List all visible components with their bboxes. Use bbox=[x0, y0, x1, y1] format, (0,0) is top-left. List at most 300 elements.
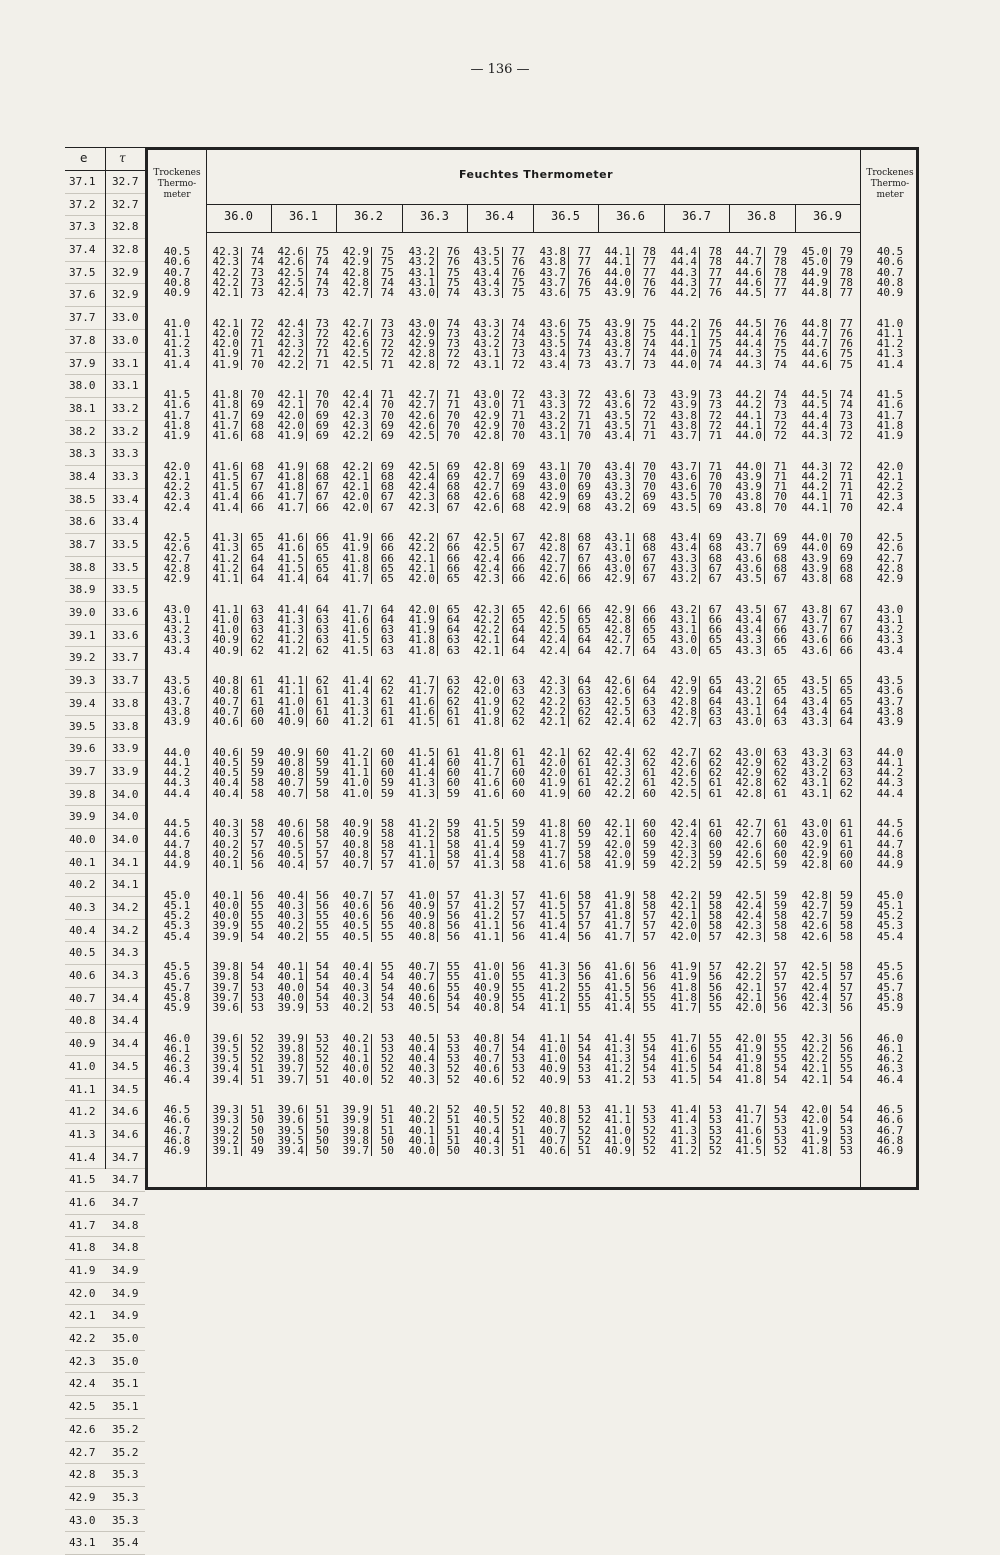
wet-cell bbox=[209, 1146, 269, 1156]
relative-humidity: 54 bbox=[380, 980, 394, 994]
wet-cell bbox=[209, 786, 269, 800]
side-tau-value: 33.3 bbox=[112, 447, 139, 461]
dew-temperature: 43.5 bbox=[667, 492, 700, 502]
wet-cell-group bbox=[274, 316, 334, 371]
relative-humidity: 74 bbox=[708, 357, 722, 371]
dew-temperature: 40.1 bbox=[405, 1126, 438, 1136]
dew-temperature: 40.6 bbox=[274, 829, 307, 839]
dew-temperature: 43.7 bbox=[667, 431, 700, 441]
dew-temperature: 41.1 bbox=[274, 676, 307, 686]
dew-temperature: 41.5 bbox=[274, 564, 307, 574]
dew-temperature: 42.3 bbox=[470, 574, 503, 584]
wet-cell-group bbox=[209, 962, 269, 1013]
dew-temperature: 42.2 bbox=[798, 1054, 831, 1064]
relative-humidity: 78 bbox=[839, 265, 853, 279]
wet-cell-group bbox=[339, 1031, 399, 1086]
relative-humidity: 59 bbox=[642, 847, 656, 861]
relative-humidity: 67 bbox=[642, 551, 656, 565]
dew-temperature: 41.8 bbox=[732, 1064, 765, 1074]
dew-temperature: 40.6 bbox=[405, 983, 438, 993]
side-e-value: 42.0 bbox=[69, 1286, 96, 1300]
relative-humidity: 56 bbox=[250, 847, 264, 861]
dew-temperature: 42.0 bbox=[339, 492, 372, 502]
dew-temperature: 41.6 bbox=[209, 431, 242, 441]
wet-cell-group bbox=[798, 602, 858, 657]
dew-temperature: 44.0 bbox=[732, 431, 765, 441]
dew-temperature: 42.8 bbox=[470, 431, 503, 441]
relative-humidity: 70 bbox=[446, 418, 460, 432]
wet-cell bbox=[470, 1146, 530, 1156]
side-tau-value: 33.4 bbox=[112, 492, 139, 506]
relative-humidity: 52 bbox=[446, 1072, 460, 1086]
relative-humidity: 62 bbox=[577, 715, 591, 729]
wet-cell bbox=[798, 786, 858, 800]
relative-humidity: 77 bbox=[773, 286, 787, 300]
side-tau-value: 34.3 bbox=[112, 946, 139, 960]
relative-humidity: 68 bbox=[708, 551, 722, 565]
dew-temperature: 42.9 bbox=[601, 605, 634, 615]
relative-humidity: 62 bbox=[250, 643, 264, 657]
relative-humidity: 60 bbox=[250, 704, 264, 718]
wet-cell-group bbox=[536, 390, 596, 441]
dew-temperature: 42.4 bbox=[405, 482, 438, 492]
dew-temperature: 43.1 bbox=[667, 615, 700, 625]
relative-humidity: 62 bbox=[839, 776, 853, 790]
wet-cell-group bbox=[274, 888, 334, 943]
relative-humidity: 70 bbox=[250, 388, 264, 401]
dew-temperature: 40.2 bbox=[274, 932, 307, 942]
dew-temperature: 41.1 bbox=[470, 932, 503, 942]
dew-temperature: 41.7 bbox=[601, 932, 634, 942]
wet-cell bbox=[209, 717, 269, 727]
wet-cell bbox=[339, 357, 399, 371]
dew-temperature: 42.3 bbox=[470, 605, 503, 615]
dew-temperature: 39.6 bbox=[209, 1003, 242, 1013]
dew-temperature: 40.9 bbox=[339, 829, 372, 839]
wet-cell-group bbox=[667, 745, 727, 800]
relative-humidity: 64 bbox=[839, 715, 853, 729]
dew-temperature: 43.0 bbox=[798, 829, 831, 839]
wet-cell bbox=[732, 357, 792, 371]
dew-temperature: 43.8 bbox=[798, 574, 831, 584]
relative-humidity: 56 bbox=[839, 1001, 853, 1015]
relative-humidity: 76 bbox=[577, 275, 591, 289]
relative-humidity: 57 bbox=[315, 837, 329, 851]
relative-humidity: 57 bbox=[511, 888, 525, 902]
dew-temperature: 42.3 bbox=[209, 247, 242, 257]
relative-humidity: 54 bbox=[708, 1072, 722, 1086]
relative-humidity: 55 bbox=[642, 1031, 656, 1045]
relative-humidity: 75 bbox=[511, 275, 525, 289]
relative-humidity: 62 bbox=[708, 755, 722, 769]
dry-values-left: 45.5 45.6 45.7 45.8 45.9 bbox=[163, 960, 191, 1015]
relative-humidity: 70 bbox=[839, 531, 853, 544]
side-e-value: 37.7 bbox=[69, 311, 96, 325]
relative-humidity: 73 bbox=[577, 357, 591, 371]
relative-humidity: 70 bbox=[511, 429, 525, 443]
relative-humidity: 70 bbox=[446, 408, 460, 422]
side-e-value: 39.3 bbox=[69, 674, 96, 688]
wet-cell-group bbox=[732, 888, 792, 943]
dew-temperature: 41.4 bbox=[536, 932, 569, 942]
dew-temperature: 41.5 bbox=[536, 901, 569, 911]
relative-humidity: 69 bbox=[642, 490, 656, 504]
dew-temperature: 42.0 bbox=[667, 921, 700, 931]
relative-humidity: 66 bbox=[511, 572, 525, 586]
relative-humidity: 57 bbox=[773, 980, 787, 994]
dew-temperature: 41.6 bbox=[405, 707, 438, 717]
relative-humidity: 69 bbox=[839, 551, 853, 565]
relative-humidity: 67 bbox=[315, 490, 329, 504]
relative-humidity: 68 bbox=[642, 541, 656, 555]
relative-humidity: 56 bbox=[250, 888, 264, 902]
relative-humidity: 62 bbox=[773, 776, 787, 790]
relative-humidity: 63 bbox=[315, 623, 329, 637]
dew-temperature: 43.2 bbox=[732, 676, 765, 686]
side-tau-value: 33.3 bbox=[112, 469, 139, 483]
side-e-value: 37.8 bbox=[69, 333, 96, 347]
dew-temperature: 43.1 bbox=[601, 543, 634, 553]
dew-temperature: 42.7 bbox=[667, 717, 700, 727]
relative-humidity: 72 bbox=[250, 326, 264, 340]
relative-humidity: 77 bbox=[642, 255, 656, 269]
wet-cell bbox=[601, 860, 661, 870]
dew-temperature: 42.6 bbox=[732, 850, 765, 860]
relative-humidity: 65 bbox=[380, 572, 394, 586]
side-tau-value: 32.7 bbox=[112, 197, 139, 211]
wet-cell-group bbox=[798, 247, 858, 298]
relative-humidity: 75 bbox=[642, 316, 656, 330]
relative-humidity: 73 bbox=[511, 347, 525, 361]
wet-cell-group bbox=[470, 390, 530, 441]
relative-humidity: 63 bbox=[839, 745, 853, 759]
relative-humidity: 60 bbox=[642, 786, 656, 800]
relative-humidity: 54 bbox=[642, 1041, 656, 1055]
dew-temperature: 42.1 bbox=[339, 472, 372, 482]
wet-cell bbox=[601, 1072, 661, 1086]
relative-humidity: 60 bbox=[839, 847, 853, 861]
relative-humidity: 53 bbox=[380, 1031, 394, 1045]
dew-temperature: 42.7 bbox=[536, 564, 569, 574]
wet-cell-group bbox=[798, 459, 858, 514]
dew-temperature: 41.0 bbox=[601, 1126, 634, 1136]
relative-humidity: 60 bbox=[773, 847, 787, 861]
relative-humidity: 62 bbox=[315, 674, 329, 687]
relative-humidity: 63 bbox=[250, 623, 264, 637]
relative-humidity: 58 bbox=[577, 888, 591, 902]
side-table-row bbox=[65, 1283, 145, 1306]
relative-humidity: 60 bbox=[315, 715, 329, 729]
dew-temperature: 40.1 bbox=[339, 1044, 372, 1054]
dew-temperature: 42.9 bbox=[667, 676, 700, 686]
relative-humidity: 75 bbox=[577, 316, 591, 330]
dew-temperature: 41.8 bbox=[798, 1146, 831, 1156]
dry-values-right: 46.0 46.1 46.2 46.3 46.4 bbox=[876, 1031, 904, 1086]
dry-values-right: 44.0 44.1 44.2 44.3 44.4 bbox=[876, 745, 904, 800]
wet-cell-group bbox=[601, 1031, 661, 1086]
relative-humidity: 75 bbox=[839, 357, 853, 371]
wet-cell-group bbox=[405, 819, 465, 870]
relative-humidity: 75 bbox=[839, 347, 853, 361]
dew-temperature: 40.3 bbox=[405, 1075, 438, 1085]
relative-humidity: 53 bbox=[708, 1113, 722, 1127]
side-e-value: 42.7 bbox=[69, 1445, 96, 1459]
wet-cell bbox=[209, 288, 269, 298]
dew-temperature: 43.1 bbox=[470, 349, 503, 359]
dew-temperature: 42.0 bbox=[798, 1105, 831, 1115]
dew-temperature: 40.4 bbox=[209, 789, 242, 799]
dew-temperature: 43.7 bbox=[601, 360, 634, 370]
wet-cell bbox=[732, 431, 792, 441]
relative-humidity: 68 bbox=[708, 541, 722, 555]
wet-cell-group bbox=[732, 819, 792, 870]
wet-cell-group bbox=[274, 390, 334, 441]
relative-humidity: 58 bbox=[708, 919, 722, 933]
relative-humidity: 63 bbox=[708, 704, 722, 718]
relative-humidity: 52 bbox=[446, 1103, 460, 1116]
dew-temperature: 40.2 bbox=[274, 921, 307, 931]
dew-temperature: 42.7 bbox=[601, 635, 634, 645]
dry-header-right: Trockenes Thermo- meter bbox=[866, 168, 914, 200]
relative-humidity: 59 bbox=[250, 766, 264, 780]
relative-humidity: 53 bbox=[773, 1123, 787, 1137]
dew-temperature: 43.6 bbox=[667, 482, 700, 492]
dew-temperature: 40.2 bbox=[209, 840, 242, 850]
dew-temperature: 42.9 bbox=[536, 503, 569, 513]
dew-temperature: 44.1 bbox=[667, 339, 700, 349]
wet-cell-group bbox=[601, 533, 661, 584]
dew-temperature: 41.3 bbox=[667, 1126, 700, 1136]
dew-temperature: 41.5 bbox=[339, 646, 372, 656]
relative-humidity: 77 bbox=[773, 275, 787, 289]
dew-temperature: 41.6 bbox=[667, 1044, 700, 1054]
side-tau-value: 35.1 bbox=[112, 1400, 139, 1414]
dew-temperature: 42.0 bbox=[274, 421, 307, 431]
dew-temperature: 41.2 bbox=[536, 993, 569, 1003]
column-divider bbox=[598, 204, 599, 233]
dew-temperature: 42.8 bbox=[536, 543, 569, 553]
relative-humidity: 63 bbox=[577, 694, 591, 708]
relative-humidity: 54 bbox=[315, 990, 329, 1004]
side-e-value: 39.4 bbox=[69, 696, 96, 710]
dew-temperature: 41.2 bbox=[209, 554, 242, 564]
side-tau-value: 35.1 bbox=[112, 1377, 139, 1391]
wet-cell bbox=[405, 1072, 465, 1086]
side-table-row bbox=[65, 1237, 145, 1260]
dew-temperature: 41.4 bbox=[209, 503, 242, 513]
dew-temperature: 41.3 bbox=[536, 972, 569, 982]
dew-temperature: 42.6 bbox=[339, 329, 372, 339]
wet-cell bbox=[470, 288, 530, 298]
wet-cell bbox=[667, 643, 727, 657]
relative-humidity: 58 bbox=[446, 837, 460, 851]
relative-humidity: 69 bbox=[315, 408, 329, 422]
dry-values-left: 40.5 40.6 40.7 40.8 40.9 bbox=[163, 245, 191, 300]
relative-humidity: 60 bbox=[380, 766, 394, 780]
dew-temperature: 43.0 bbox=[601, 554, 634, 564]
relative-humidity: 53 bbox=[839, 1123, 853, 1137]
relative-humidity: 73 bbox=[315, 316, 329, 330]
relative-humidity: 67 bbox=[773, 602, 787, 616]
relative-humidity: 55 bbox=[315, 909, 329, 923]
relative-humidity: 68 bbox=[511, 490, 525, 504]
dew-temperature: 42.9 bbox=[339, 247, 372, 257]
relative-humidity: 50 bbox=[250, 1113, 264, 1127]
dew-temperature: 43.3 bbox=[798, 748, 831, 758]
side-e-value: 42.9 bbox=[69, 1490, 96, 1504]
side-tau-value: 33.5 bbox=[112, 583, 139, 597]
relative-humidity: 72 bbox=[446, 357, 460, 371]
relative-humidity: 60 bbox=[773, 827, 787, 841]
side-tau-value: 34.2 bbox=[112, 901, 139, 914]
dew-temperature: 40.8 bbox=[536, 1105, 569, 1115]
dew-temperature: 43.1 bbox=[536, 462, 569, 472]
wet-cell bbox=[798, 643, 858, 657]
dew-temperature: 43.2 bbox=[536, 411, 569, 421]
wet-cell bbox=[601, 1146, 661, 1156]
dew-temperature: 39.6 bbox=[274, 1105, 307, 1115]
wet-cell-group bbox=[209, 602, 269, 657]
dew-temperature: 41.2 bbox=[274, 635, 307, 645]
relative-humidity: 55 bbox=[511, 980, 525, 994]
side-e-value: 37.1 bbox=[69, 175, 96, 188]
relative-humidity: 64 bbox=[773, 694, 787, 708]
side-table-row bbox=[65, 1419, 145, 1442]
dew-temperature: 42.7 bbox=[470, 482, 503, 492]
relative-humidity: 62 bbox=[446, 694, 460, 708]
dew-temperature: 44.1 bbox=[798, 503, 831, 513]
dry-values-right: 42.0 42.1 42.2 42.3 42.4 bbox=[876, 459, 904, 514]
dew-temperature: 44.0 bbox=[798, 533, 831, 543]
relative-humidity: 66 bbox=[250, 500, 264, 514]
relative-humidity: 64 bbox=[773, 704, 787, 718]
side-e-value: 41.4 bbox=[69, 1150, 96, 1164]
dew-temperature: 41.4 bbox=[339, 676, 372, 686]
relative-humidity: 61 bbox=[577, 766, 591, 780]
dew-temperature: 41.4 bbox=[667, 1105, 700, 1115]
dew-temperature: 41.7 bbox=[601, 921, 634, 931]
dew-temperature: 41.9 bbox=[601, 860, 634, 870]
dew-temperature: 41.9 bbox=[274, 431, 307, 441]
dew-temperature: 40.1 bbox=[405, 1136, 438, 1146]
relative-humidity: 71 bbox=[642, 429, 656, 443]
side-tau-value: 35.0 bbox=[112, 1332, 139, 1346]
dew-temperature: 40.5 bbox=[470, 1115, 503, 1125]
dew-temperature: 42.2 bbox=[209, 278, 242, 288]
relative-humidity: 62 bbox=[511, 715, 525, 729]
relative-humidity: 57 bbox=[446, 858, 460, 872]
relative-humidity: 66 bbox=[577, 572, 591, 586]
side-tau-value: 34.2 bbox=[112, 923, 139, 937]
relative-humidity: 51 bbox=[446, 1113, 460, 1127]
relative-humidity: 75 bbox=[708, 326, 722, 340]
wet-cell bbox=[470, 929, 530, 943]
wet-cell-group bbox=[732, 1105, 792, 1156]
dew-temperature: 40.8 bbox=[536, 1115, 569, 1125]
dew-temperature: 42.4 bbox=[601, 748, 634, 758]
relative-humidity: 61 bbox=[380, 715, 394, 729]
dew-temperature: 42.1 bbox=[732, 993, 765, 1003]
wet-cell bbox=[470, 643, 530, 657]
side-e-value: 38.0 bbox=[69, 379, 96, 393]
wet-cell-group bbox=[732, 459, 792, 514]
dew-temperature: 41.5 bbox=[536, 911, 569, 921]
table-title: Feuchtes Thermometer bbox=[458, 168, 614, 181]
relative-humidity: 67 bbox=[642, 572, 656, 586]
relative-humidity: 74 bbox=[511, 316, 525, 330]
dew-temperature: 41.6 bbox=[274, 543, 307, 553]
relative-humidity: 68 bbox=[511, 500, 525, 514]
wet-cell bbox=[667, 860, 727, 870]
relative-humidity: 68 bbox=[839, 561, 853, 575]
column-divider bbox=[402, 204, 403, 233]
dew-temperature: 42.2 bbox=[405, 533, 438, 543]
wet-cell bbox=[798, 1072, 858, 1086]
dew-temperature: 40.4 bbox=[470, 1136, 503, 1146]
side-tau-value: 34.1 bbox=[112, 878, 139, 892]
dew-temperature: 41.8 bbox=[339, 564, 372, 574]
wet-cell bbox=[470, 431, 530, 441]
relative-humidity: 69 bbox=[577, 490, 591, 504]
relative-humidity: 66 bbox=[708, 623, 722, 637]
wet-cell-group bbox=[405, 316, 465, 371]
relative-humidity: 58 bbox=[511, 858, 525, 872]
wet-cell-group bbox=[601, 819, 661, 870]
wet-cell-group bbox=[274, 676, 334, 727]
dew-temperature: 43.6 bbox=[536, 319, 569, 329]
dew-temperature: 39.2 bbox=[209, 1126, 242, 1136]
dew-temperature: 42.2 bbox=[470, 615, 503, 625]
wet-cell-group bbox=[470, 888, 530, 943]
dew-temperature: 43.3 bbox=[732, 635, 765, 645]
relative-humidity: 75 bbox=[773, 337, 787, 351]
relative-humidity: 63 bbox=[642, 694, 656, 708]
relative-humidity: 54 bbox=[577, 1031, 591, 1045]
wet-cell-group bbox=[405, 533, 465, 584]
relative-humidity: 56 bbox=[315, 888, 329, 902]
dew-temperature: 42.7 bbox=[405, 400, 438, 410]
dew-temperature: 41.4 bbox=[601, 1003, 634, 1013]
wet-cell bbox=[405, 574, 465, 584]
wet-cell-group bbox=[667, 316, 727, 371]
dew-temperature: 43.7 bbox=[601, 349, 634, 359]
relative-humidity: 53 bbox=[577, 1103, 591, 1116]
relative-humidity: 52 bbox=[380, 1072, 394, 1086]
dew-temperature: 41.1 bbox=[405, 850, 438, 860]
dew-temperature: 40.5 bbox=[209, 758, 242, 768]
relative-humidity: 74 bbox=[577, 337, 591, 351]
relative-humidity: 79 bbox=[839, 245, 853, 258]
wet-cell-group bbox=[667, 888, 727, 943]
relative-humidity: 64 bbox=[642, 643, 656, 657]
relative-humidity: 61 bbox=[380, 704, 394, 718]
dew-temperature: 40.7 bbox=[209, 707, 242, 717]
relative-humidity: 65 bbox=[511, 602, 525, 616]
relative-humidity: 70 bbox=[315, 388, 329, 401]
dew-temperature: 42.5 bbox=[798, 972, 831, 982]
relative-humidity: 55 bbox=[446, 960, 460, 973]
side-e-value: 42.1 bbox=[69, 1309, 96, 1323]
dew-temperature: 40.2 bbox=[209, 850, 242, 860]
dew-temperature: 42.1 bbox=[798, 1064, 831, 1074]
side-table-row bbox=[65, 1510, 145, 1533]
side-tau-value: 34.5 bbox=[112, 1082, 139, 1096]
side-table-row bbox=[65, 1351, 145, 1374]
relative-humidity: 68 bbox=[839, 572, 853, 586]
relative-humidity: 65 bbox=[446, 602, 460, 616]
wet-cell-group bbox=[798, 1105, 858, 1156]
dew-temperature: 43.2 bbox=[798, 768, 831, 778]
